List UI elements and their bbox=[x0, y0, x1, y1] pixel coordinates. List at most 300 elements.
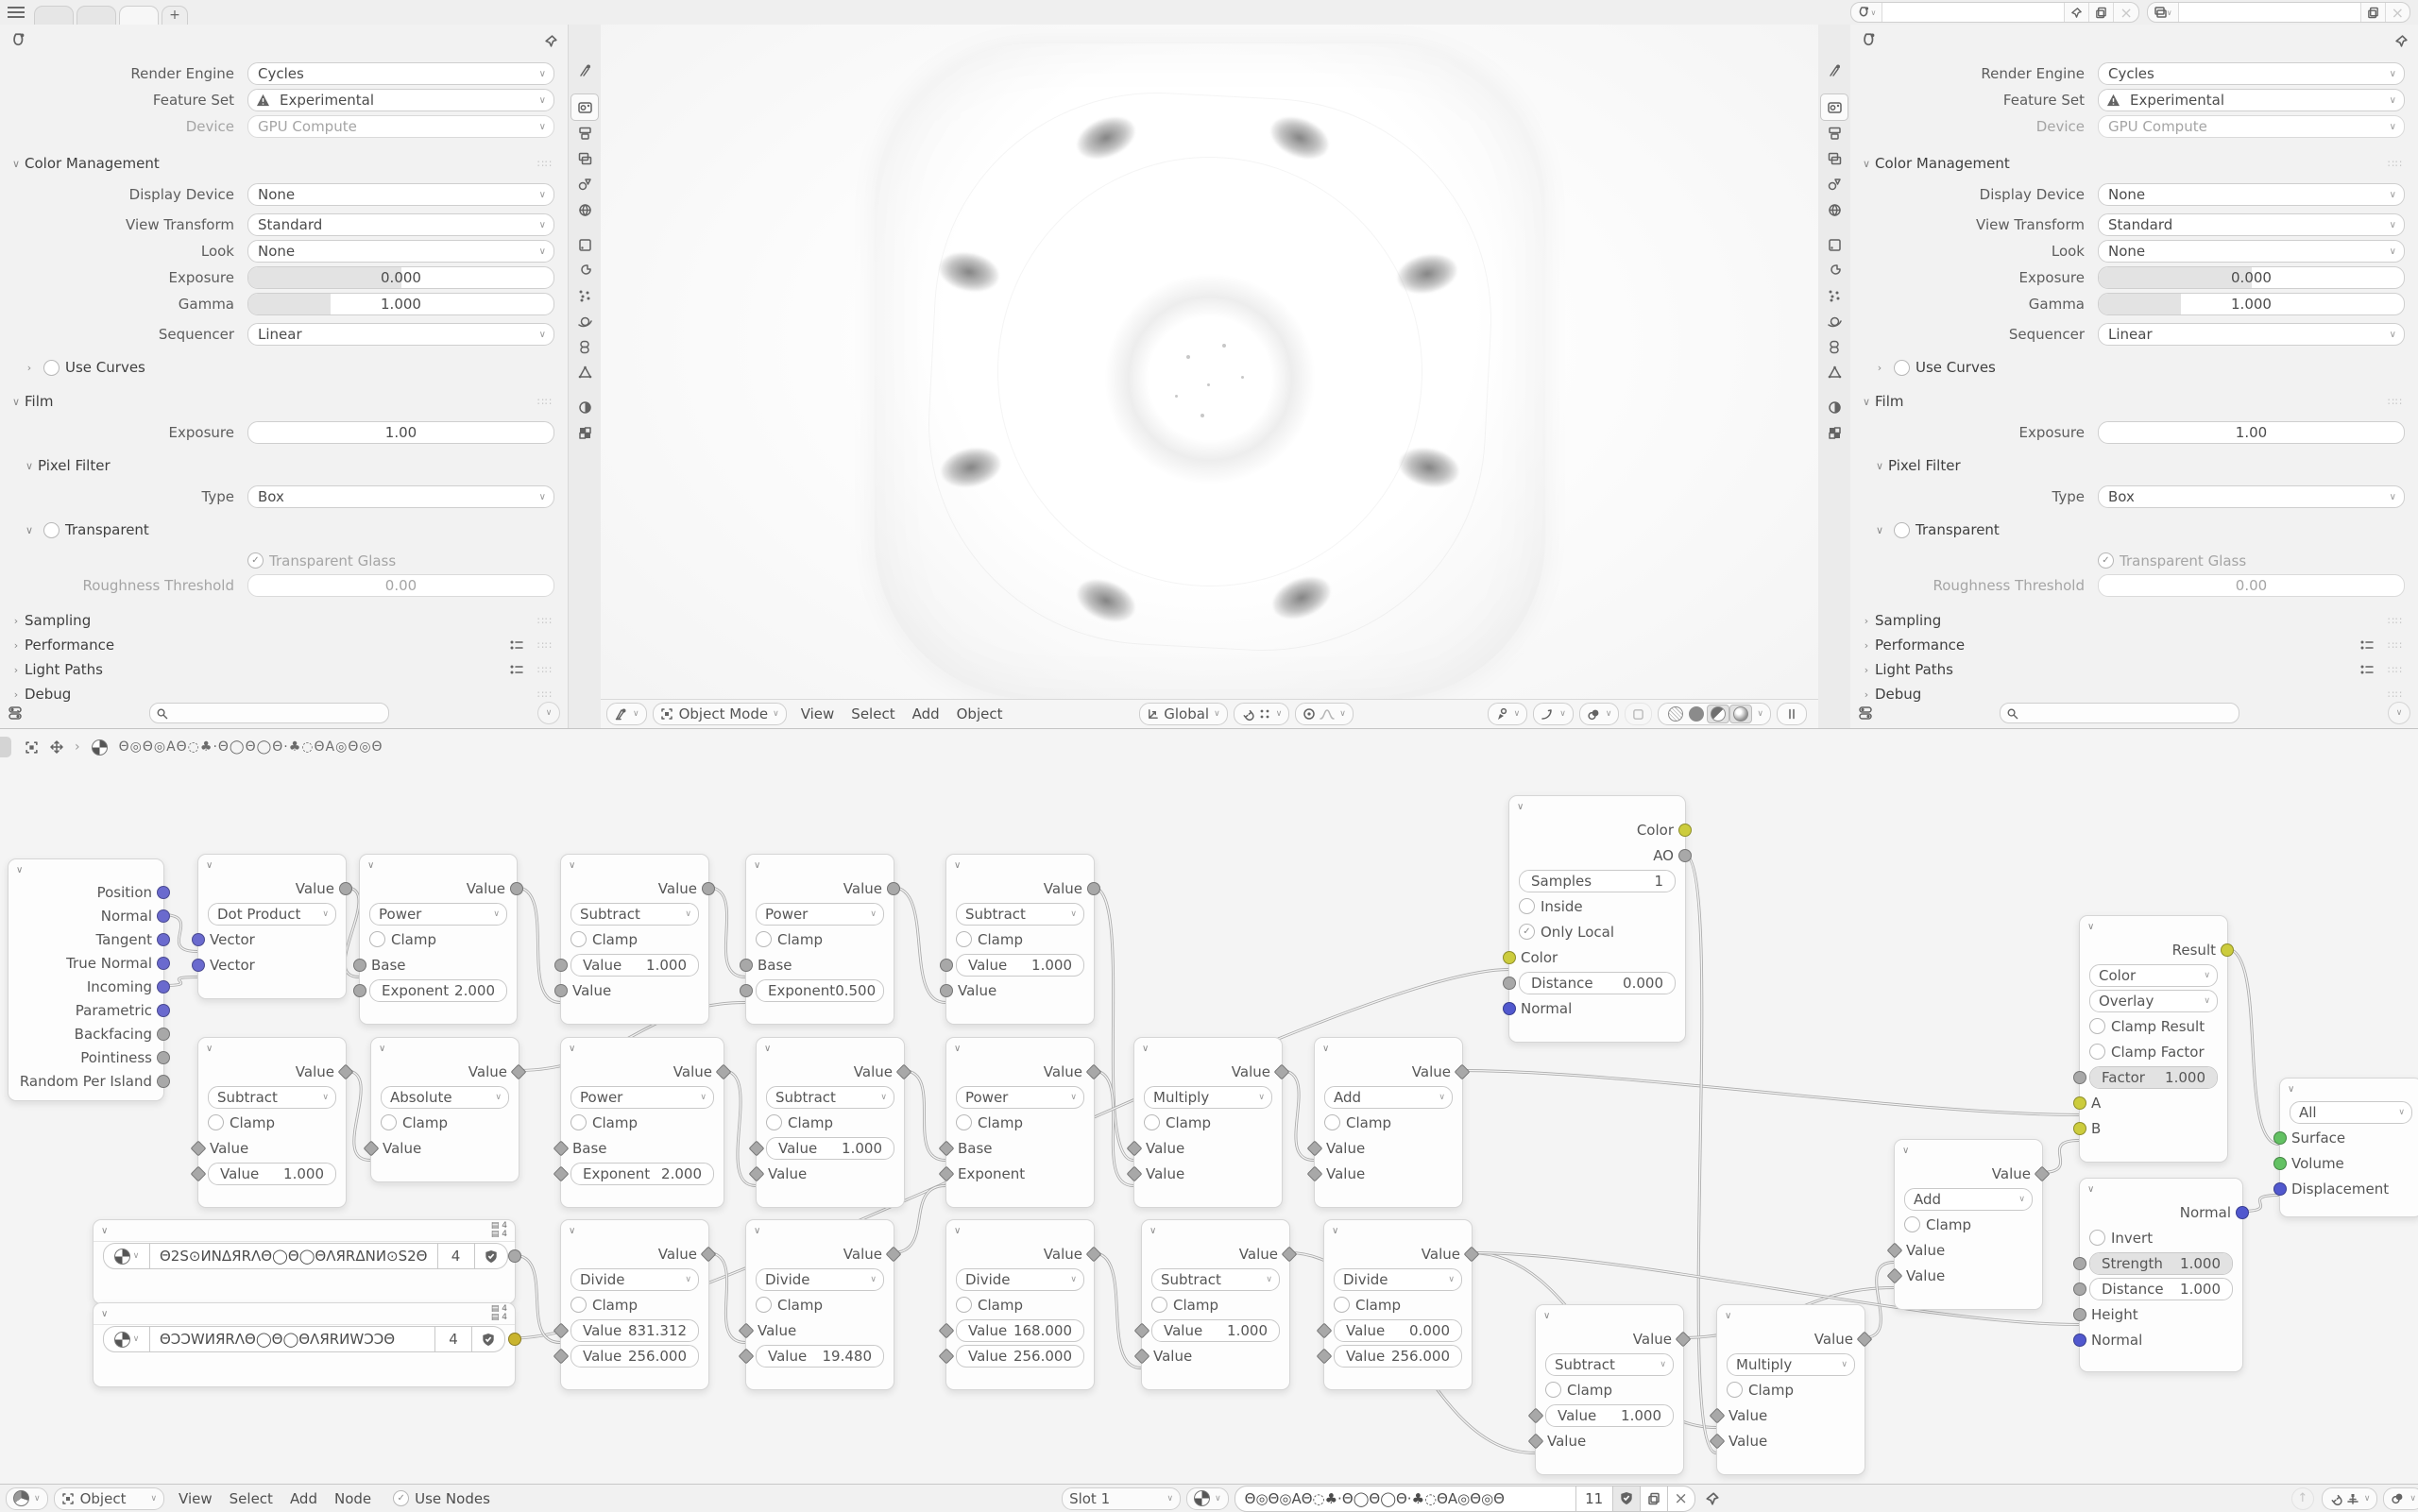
fake-user-shield-icon[interactable] bbox=[472, 1326, 505, 1352]
input-socket[interactable] bbox=[554, 959, 568, 972]
menu-add[interactable]: Add bbox=[289, 1489, 317, 1507]
drag-dots-icon[interactable]: ∷∷ bbox=[2388, 638, 2403, 652]
checkbox[interactable] bbox=[43, 360, 60, 376]
drag-dots-icon[interactable]: ∷∷ bbox=[537, 614, 553, 627]
checkbox-clamp[interactable]: Clamp bbox=[1134, 1114, 1211, 1131]
checkbox-clamp[interactable]: Clamp bbox=[757, 1114, 833, 1131]
select-sequencer[interactable]: Linear ∨ bbox=[2098, 323, 2405, 346]
checkbox-clamp[interactable]: Clamp bbox=[561, 1114, 638, 1131]
field-factor[interactable]: Factor 1.000 bbox=[2089, 1066, 2218, 1089]
browse-icon[interactable]: ∨ bbox=[103, 1243, 150, 1269]
output-socket[interactable] bbox=[157, 980, 170, 994]
checkbox-inside[interactable]: Inside bbox=[1509, 898, 1583, 915]
chevron-icon[interactable]: › bbox=[1864, 614, 1869, 627]
collapse-icon[interactable]: ∨ bbox=[754, 1225, 761, 1236]
field-value[interactable]: Value 256.000 bbox=[956, 1345, 1084, 1368]
input-socket[interactable] bbox=[2073, 1122, 2086, 1135]
collapse-icon[interactable]: ∨ bbox=[101, 1225, 109, 1236]
input-socket[interactable] bbox=[2273, 1157, 2287, 1170]
copy-icon[interactable] bbox=[2361, 3, 2386, 22]
section-performance[interactable]: › Performance ∷∷ bbox=[8, 633, 560, 657]
collapse-icon[interactable]: ∨ bbox=[764, 1043, 772, 1054]
drag-dots-icon[interactable]: ∷∷ bbox=[537, 688, 553, 701]
use-curves-row[interactable]: › Use Curves bbox=[1877, 359, 1996, 376]
input-socket[interactable] bbox=[740, 959, 753, 972]
menu-select[interactable]: Select bbox=[851, 705, 895, 722]
field-value[interactable]: Value 256.000 bbox=[570, 1345, 699, 1368]
dropdown-subtract[interactable]: Subtract ∨ bbox=[1151, 1268, 1280, 1291]
field-value[interactable]: Value 168.000 bbox=[956, 1319, 1084, 1342]
field-value[interactable]: Value 1.000 bbox=[1545, 1404, 1674, 1427]
select-type[interactable]: Box ∨ bbox=[247, 485, 554, 508]
collapse-icon[interactable]: ∨ bbox=[954, 1225, 962, 1236]
chevron-icon[interactable]: › bbox=[1864, 688, 1869, 701]
properties-tab-data[interactable] bbox=[1821, 360, 1848, 385]
dropdown-overlay[interactable]: Overlay ∨ bbox=[2089, 990, 2218, 1012]
users-count[interactable]: 4 bbox=[438, 1243, 475, 1269]
collapse-icon[interactable]: ∨ bbox=[1517, 801, 1524, 812]
node-absolute[interactable]: ∨ Value Absolute ∨ Clamp Value bbox=[370, 1037, 519, 1182]
checkbox[interactable] bbox=[1894, 522, 1910, 538]
properties-tab-constraints[interactable] bbox=[571, 334, 598, 360]
view-layer-selector[interactable] bbox=[2147, 2, 2410, 23]
arrow-up-icon[interactable]: ↑ bbox=[2291, 1487, 2314, 1510]
chevron-icon[interactable]: › bbox=[13, 663, 19, 676]
properties-tab-output[interactable] bbox=[1821, 121, 1848, 146]
checkbox-clamp[interactable]: Clamp bbox=[946, 931, 1023, 948]
output-socket[interactable] bbox=[1678, 849, 1692, 862]
node-subtract1[interactable]: ∨ Value Subtract ∨ Clamp Value 1.000 Value bbox=[560, 854, 709, 1025]
properties-tab-object[interactable] bbox=[571, 232, 598, 258]
chevron-icon[interactable]: ∨ bbox=[1862, 395, 1871, 408]
field-distance[interactable]: Distance 0.000 bbox=[1519, 972, 1676, 994]
dropdown-power[interactable]: Power ∨ bbox=[756, 903, 884, 926]
dropdown-dot-product[interactable]: Dot Product ∨ bbox=[208, 903, 336, 926]
dropdown-add[interactable]: Add ∨ bbox=[1324, 1086, 1453, 1109]
properties-editor-icon[interactable] bbox=[9, 32, 26, 49]
material-name-field[interactable]: Θ◎Θ◎AΘ◌♣·Θ◯Θ◯Θ·♣◌ΘA◎Θ◎Θ bbox=[1235, 1486, 1576, 1512]
collapse-icon[interactable]: ∨ bbox=[569, 1225, 576, 1236]
transform-orientation-dropdown[interactable]: Global ∨ bbox=[1139, 703, 1227, 725]
collapse-icon[interactable]: ∨ bbox=[754, 859, 761, 871]
node-subtract3[interactable]: ∨ Value Subtract ∨ Clamp Value Value 1.000 bbox=[197, 1037, 347, 1208]
select-view-transform[interactable]: Standard ∨ bbox=[247, 213, 554, 236]
shader-node-editor[interactable] bbox=[0, 728, 2418, 1485]
section-color-management[interactable]: ∨ Color Management ∷∷ bbox=[1858, 151, 2410, 176]
checkbox-clamp[interactable]: Clamp bbox=[746, 931, 823, 948]
browse-icon[interactable]: ∨ bbox=[103, 1326, 150, 1352]
dropdown-divide[interactable]: Divide ∨ bbox=[570, 1268, 699, 1291]
node-subtract6[interactable]: ∨ Value Subtract ∨ Clamp Value 1.000 Value bbox=[1535, 1304, 1684, 1475]
dropdown-multiply[interactable]: Multiply ∨ bbox=[1727, 1353, 1855, 1376]
pin-icon[interactable] bbox=[2065, 3, 2089, 22]
properties-tab-world[interactable] bbox=[571, 197, 598, 223]
input-socket[interactable] bbox=[2073, 1308, 2086, 1321]
properties-tab-texture[interactable] bbox=[1821, 420, 1848, 446]
field-exponent[interactable]: Exponent 2.000 bbox=[570, 1163, 714, 1185]
menu-view[interactable]: View bbox=[800, 705, 835, 722]
collapse-icon[interactable]: ∨ bbox=[2288, 1083, 2295, 1095]
node-ao[interactable]: ∨ Color AO Samples 1 Inside ✓ Only Local Color Distance 0.000 Normal bbox=[1508, 795, 1686, 1043]
select-display-device[interactable]: None ∨ bbox=[2098, 183, 2405, 206]
collapse-icon[interactable]: ∨ bbox=[16, 864, 24, 875]
search-input[interactable] bbox=[2000, 703, 2239, 723]
collapse-icon[interactable]: ∨ bbox=[1322, 1043, 1330, 1054]
properties-tab-object[interactable] bbox=[1821, 232, 1848, 258]
properties-tab-physics[interactable] bbox=[571, 309, 598, 334]
use-curves-row[interactable]: › Use Curves bbox=[26, 359, 145, 376]
collapse-icon[interactable]: ∨ bbox=[2087, 921, 2095, 932]
fake-user-shield-icon[interactable] bbox=[1613, 1486, 1641, 1512]
node-power2[interactable]: ∨ Value Power ∨ Clamp Base Exponent 0.500 bbox=[745, 854, 894, 1025]
chevron-icon[interactable]: ∨ bbox=[1875, 459, 1884, 472]
menu-add[interactable]: Add bbox=[911, 705, 940, 722]
select-look[interactable]: None ∨ bbox=[247, 240, 554, 263]
checkbox-clamp[interactable]: Clamp bbox=[1142, 1297, 1218, 1314]
properties-editor-icon[interactable] bbox=[1860, 32, 1877, 49]
input-socket[interactable] bbox=[940, 984, 953, 997]
node-divide2[interactable]: ∨ Value Divide ∨ Clamp Value Value 19.480 bbox=[745, 1219, 894, 1390]
3d-viewport[interactable] bbox=[601, 25, 1818, 728]
dropdown-add[interactable]: Add ∨ bbox=[1904, 1188, 2033, 1211]
properties-tab-material[interactable] bbox=[571, 395, 598, 420]
slider-exposure[interactable]: 1.00 bbox=[2098, 421, 2405, 444]
material-users-count[interactable]: 11 bbox=[1576, 1486, 1613, 1512]
select-feature-set[interactable]: Experimental ∨ bbox=[2098, 89, 2405, 111]
checkbox-clamp[interactable]: Clamp bbox=[360, 931, 436, 948]
drag-dots-icon[interactable]: ∷∷ bbox=[537, 638, 553, 652]
checkbox-invert[interactable]: Invert bbox=[2080, 1230, 2153, 1247]
snapping-toggle[interactable]: ∨ bbox=[1234, 703, 1290, 725]
section-performance[interactable]: › Performance ∷∷ bbox=[1858, 633, 2410, 657]
output-socket[interactable] bbox=[1678, 824, 1692, 837]
section-debug[interactable]: › Debug ∷∷ bbox=[8, 682, 560, 706]
section-sampling[interactable]: › Sampling ∷∷ bbox=[8, 608, 560, 633]
output-socket[interactable] bbox=[508, 1249, 521, 1263]
drag-dots-icon[interactable]: ∷∷ bbox=[2388, 395, 2403, 408]
node-add2[interactable]: ∨ Value Add ∨ Clamp Value Value bbox=[1894, 1139, 2043, 1310]
section-light-paths[interactable]: › Light Paths ∷∷ bbox=[8, 657, 560, 682]
dropdown-divide[interactable]: Divide ∨ bbox=[756, 1268, 884, 1291]
dropdown-divide[interactable]: Divide ∨ bbox=[956, 1268, 1084, 1291]
collapse-icon[interactable]: ∨ bbox=[206, 1043, 213, 1054]
section-sampling[interactable]: › Sampling ∷∷ bbox=[1858, 608, 2410, 633]
output-socket[interactable] bbox=[157, 1075, 170, 1088]
section-pixel-filter[interactable]: ∨ Pixel Filter bbox=[8, 453, 560, 478]
preset-list-icon[interactable] bbox=[2359, 638, 2375, 652]
output-socket[interactable] bbox=[157, 1028, 170, 1041]
copy-icon[interactable] bbox=[1641, 1486, 1668, 1512]
chevron-down-icon[interactable]: ∨ bbox=[537, 702, 560, 724]
workspace-tab[interactable] bbox=[77, 6, 116, 25]
use-nodes-checkbox[interactable]: ✓ Use Nodes bbox=[387, 1490, 490, 1507]
checkbox-clamp[interactable]: Clamp bbox=[1315, 1114, 1391, 1131]
shading-material-icon[interactable] bbox=[1711, 706, 1726, 722]
node-power1[interactable]: ∨ Value Power ∨ Clamp Base Exponent 2.000 bbox=[359, 854, 518, 1025]
section-film[interactable]: ∨ Film ∷∷ bbox=[1858, 389, 2410, 414]
input-socket[interactable] bbox=[940, 959, 953, 972]
field-strength[interactable]: Strength 1.000 bbox=[2089, 1252, 2233, 1275]
pin-icon[interactable] bbox=[544, 34, 558, 48]
output-socket[interactable] bbox=[157, 909, 170, 923]
checkbox-clamp[interactable]: Clamp bbox=[561, 931, 638, 948]
field-value[interactable]: Value 1.000 bbox=[1151, 1319, 1280, 1342]
node-subtract5[interactable]: ∨ Value Subtract ∨ Clamp Value 1.000 Value bbox=[1141, 1219, 1290, 1390]
checkbox-clamp[interactable]: Clamp bbox=[746, 1297, 823, 1314]
drag-dots-icon[interactable]: ∷∷ bbox=[537, 395, 553, 408]
properties-tab-modifier[interactable] bbox=[571, 258, 598, 283]
shading-solid-icon[interactable] bbox=[1689, 706, 1704, 722]
unlink-close-icon[interactable]: × bbox=[1668, 1486, 1695, 1512]
checkbox[interactable] bbox=[1894, 360, 1910, 376]
properties-tab-viewlayer[interactable] bbox=[1821, 146, 1848, 172]
slot-dropdown[interactable]: Slot 1 ∨ bbox=[1062, 1487, 1181, 1510]
scene-selector[interactable] bbox=[1850, 2, 2138, 23]
section-debug[interactable]: › Debug ∷∷ bbox=[1858, 682, 2410, 706]
slider-roughness-threshold[interactable]: 0.00 bbox=[247, 574, 554, 597]
select-render-engine[interactable]: Cycles ∨ bbox=[247, 62, 554, 85]
node-power3[interactable]: ∨ Value Power ∨ Clamp Base Exponent 2.000 bbox=[560, 1037, 724, 1208]
view-layer-icon[interactable]: ∨ bbox=[2148, 3, 2179, 22]
dropdown-subtract[interactable]: Subtract ∨ bbox=[766, 1086, 894, 1109]
drag-dots-icon[interactable]: ∷∷ bbox=[2388, 614, 2403, 627]
select-sequencer[interactable]: Linear ∨ bbox=[247, 323, 554, 346]
shading-mode-group[interactable]: ∨ bbox=[1658, 703, 1771, 725]
node-scriptA[interactable] bbox=[93, 1219, 516, 1304]
input-socket[interactable] bbox=[353, 959, 366, 972]
xray-toggle[interactable]: ∨ bbox=[1579, 703, 1620, 725]
node-mix[interactable]: ∨ Result Color ∨ Overlay ∨ Clamp Result Clamp Factor Factor 1.000 A B bbox=[2079, 915, 2228, 1163]
section-film[interactable]: ∨ Film ∷∷ bbox=[8, 389, 560, 414]
node-bump[interactable]: ∨ Normal Invert Strength 1.000 Distance 1.000 Height Normal bbox=[2079, 1178, 2243, 1372]
preset-list-icon[interactable] bbox=[509, 663, 524, 676]
copy-icon[interactable] bbox=[2089, 3, 2114, 22]
output-socket[interactable] bbox=[157, 933, 170, 946]
input-socket[interactable] bbox=[1503, 1002, 1516, 1015]
chevron-icon[interactable]: › bbox=[13, 688, 19, 701]
collapse-icon[interactable]: ∨ bbox=[2087, 1183, 2095, 1195]
checkbox-clamp[interactable]: Clamp bbox=[946, 1114, 1023, 1131]
add-workspace-button[interactable]: + bbox=[162, 6, 188, 25]
slider-roughness-threshold[interactable]: 0.00 bbox=[2098, 574, 2405, 597]
collapse-icon[interactable]: ∨ bbox=[1142, 1043, 1149, 1054]
checkbox-clamp[interactable]: Clamp bbox=[1536, 1382, 1612, 1399]
field-value[interactable]: Value 1.000 bbox=[208, 1163, 336, 1185]
output-socket[interactable] bbox=[157, 1051, 170, 1064]
checkbox-transparent-glass[interactable]: ✓ Transparent Glass bbox=[2098, 552, 2246, 569]
xray-icon[interactable] bbox=[1625, 703, 1652, 725]
chevron-icon[interactable]: ∨ bbox=[1875, 523, 1884, 536]
slider-exposure[interactable]: 0.000 bbox=[2098, 266, 2405, 289]
section-color-management[interactable]: ∨ Color Management ∷∷ bbox=[8, 151, 560, 176]
fake-user-shield-icon[interactable] bbox=[475, 1243, 508, 1269]
preset-list-icon[interactable] bbox=[509, 638, 524, 652]
datablock-name-field[interactable]: ΘƆƆWИЯRΛΘ◯Θ◯ΘΛЯRИWƆƆΘ bbox=[150, 1326, 435, 1352]
output-socket[interactable] bbox=[510, 882, 523, 895]
overlays-dropdown[interactable]: ∨ bbox=[1533, 703, 1574, 725]
chevron-icon[interactable]: › bbox=[13, 638, 19, 652]
section-light-paths[interactable]: › Light Paths ∷∷ bbox=[1858, 657, 2410, 682]
field-value[interactable]: Value 0.000 bbox=[1334, 1319, 1462, 1342]
node-multiply1[interactable]: ∨ Value Multiply ∨ Clamp Value Value bbox=[1133, 1037, 1283, 1208]
dropdown-subtract[interactable]: Subtract ∨ bbox=[208, 1086, 336, 1109]
menu-node[interactable]: Node bbox=[333, 1489, 372, 1507]
select-device[interactable]: GPU Compute ∨ bbox=[2098, 115, 2405, 138]
dropdown-power[interactable]: Power ∨ bbox=[570, 1086, 714, 1109]
drag-dots-icon[interactable]: ∷∷ bbox=[537, 663, 553, 676]
properties-tab-scene[interactable] bbox=[1821, 172, 1848, 197]
menu-view[interactable]: View bbox=[179, 1489, 213, 1507]
input-socket[interactable] bbox=[2073, 1334, 2086, 1347]
slider-exposure[interactable]: 0.000 bbox=[247, 266, 554, 289]
chevron-icon[interactable]: ∨ bbox=[25, 523, 34, 536]
select-display-device[interactable]: None ∨ bbox=[247, 183, 554, 206]
node-geometry[interactable]: ∨ Position Normal Tangent True Normal Incoming Parametric Backfacing Pointiness Random Per Island bbox=[8, 858, 164, 1101]
field-value[interactable]: Value 1.000 bbox=[766, 1137, 894, 1160]
collapse-icon[interactable]: ∨ bbox=[206, 859, 213, 871]
properties-tab-render[interactable] bbox=[570, 93, 599, 121]
chevron-icon[interactable]: ∨ bbox=[1862, 157, 1871, 170]
input-socket[interactable] bbox=[192, 959, 205, 972]
browse-material-dropdown[interactable]: ∨ bbox=[1186, 1487, 1229, 1510]
collapse-icon[interactable]: ∨ bbox=[1543, 1310, 1551, 1321]
field-exponent[interactable]: Exponent 2.000 bbox=[369, 979, 507, 1002]
dropdown-subtract[interactable]: Subtract ∨ bbox=[956, 903, 1084, 926]
dropdown-multiply[interactable]: Multiply ∨ bbox=[1144, 1086, 1272, 1109]
input-socket[interactable] bbox=[353, 984, 366, 997]
mode-dropdown[interactable]: Object Mode ∨ bbox=[653, 703, 787, 725]
checkbox-clamp-factor[interactable]: Clamp Factor bbox=[2080, 1044, 2205, 1061]
shading-rendered-icon[interactable] bbox=[1733, 706, 1748, 722]
node-multiply2[interactable]: ∨ Value Multiply ∨ Clamp Value Value bbox=[1716, 1304, 1865, 1475]
output-socket[interactable] bbox=[157, 1004, 170, 1017]
select-render-engine[interactable]: Cycles ∨ bbox=[2098, 62, 2405, 85]
search-input[interactable] bbox=[149, 703, 389, 723]
input-socket[interactable] bbox=[2073, 1071, 2086, 1084]
slider-gamma[interactable]: 1.000 bbox=[247, 293, 554, 315]
output-socket[interactable] bbox=[508, 1333, 521, 1346]
field-value[interactable]: Value 256.000 bbox=[1334, 1345, 1462, 1368]
filter-toggle-icon[interactable] bbox=[8, 705, 26, 722]
output-socket[interactable] bbox=[2221, 943, 2234, 957]
region-handle[interactable] bbox=[0, 737, 11, 757]
node-output[interactable]: ∨ All ∨ Surface Volume Displacement bbox=[2279, 1078, 2418, 1217]
properties-tab-particles[interactable] bbox=[1821, 283, 1848, 309]
shading-wireframe-icon[interactable] bbox=[1668, 706, 1683, 722]
properties-tab-tool[interactable] bbox=[571, 59, 598, 84]
node-power4[interactable]: ∨ Value Power ∨ Clamp Base Exponent bbox=[945, 1037, 1095, 1208]
overlays-dropdown[interactable]: ∨ bbox=[2383, 1487, 2418, 1510]
collapse-icon[interactable]: ∨ bbox=[1149, 1225, 1157, 1236]
output-socket[interactable] bbox=[1087, 882, 1100, 895]
collapse-icon[interactable]: ∨ bbox=[367, 859, 375, 871]
checkbox-clamp[interactable]: Clamp bbox=[1895, 1216, 1971, 1233]
pin-icon[interactable] bbox=[1705, 1491, 1720, 1506]
properties-tab-world[interactable] bbox=[1821, 197, 1848, 223]
input-socket[interactable] bbox=[192, 933, 205, 946]
input-socket[interactable] bbox=[2073, 1283, 2086, 1296]
drag-dots-icon[interactable]: ∷∷ bbox=[2388, 663, 2403, 676]
section-transparent[interactable]: ∨ Transparent bbox=[1858, 518, 2410, 542]
proportional-editing-toggle[interactable]: ∨ bbox=[1295, 703, 1354, 725]
field-value[interactable]: Value 1.000 bbox=[956, 954, 1084, 977]
dropdown-power[interactable]: Power ∨ bbox=[369, 903, 507, 926]
properties-tab-tool[interactable] bbox=[1821, 59, 1848, 84]
checkbox-clamp-result[interactable]: Clamp Result bbox=[2080, 1018, 2205, 1035]
collapse-icon[interactable]: ∨ bbox=[569, 859, 576, 871]
select-feature-set[interactable]: Experimental ∨ bbox=[247, 89, 554, 111]
output-socket[interactable] bbox=[702, 882, 715, 895]
dropdown-power[interactable]: Power ∨ bbox=[956, 1086, 1084, 1109]
field-value[interactable]: Value 831.312 bbox=[570, 1319, 699, 1342]
checkbox-clamp[interactable]: Clamp bbox=[1324, 1297, 1401, 1314]
properties-tab-viewlayer[interactable] bbox=[571, 146, 598, 172]
field-distance[interactable]: Distance 1.000 bbox=[2089, 1278, 2233, 1300]
properties-tab-output[interactable] bbox=[571, 121, 598, 146]
drag-dots-icon[interactable]: ∷∷ bbox=[2388, 157, 2403, 170]
field-samples[interactable]: Samples 1 bbox=[1519, 870, 1676, 892]
node-subtract2[interactable]: ∨ Value Subtract ∨ Clamp Value 1.000 Value bbox=[945, 854, 1095, 1025]
filter-toggle-icon[interactable] bbox=[1858, 705, 1877, 722]
collapse-icon[interactable]: ∨ bbox=[1902, 1145, 1910, 1156]
input-socket[interactable] bbox=[1503, 977, 1516, 990]
output-socket[interactable] bbox=[157, 886, 170, 899]
chevron-icon[interactable]: ∨ bbox=[11, 157, 21, 170]
select-type[interactable]: Box ∨ bbox=[2098, 485, 2405, 508]
chevron-down-icon[interactable]: ∨ bbox=[2388, 702, 2410, 724]
input-socket[interactable] bbox=[2273, 1131, 2287, 1145]
node-scriptB[interactable] bbox=[93, 1302, 516, 1387]
checkbox-clamp[interactable]: Clamp bbox=[371, 1114, 448, 1131]
properties-tab-modifier[interactable] bbox=[1821, 258, 1848, 283]
properties-tab-texture[interactable] bbox=[571, 420, 598, 446]
properties-tab-particles[interactable] bbox=[571, 283, 598, 309]
collapse-icon[interactable]: ∨ bbox=[1725, 1310, 1732, 1321]
node-divide4[interactable]: ∨ Value Divide ∨ Clamp Value 0.000 Value 256.000 bbox=[1323, 1219, 1473, 1390]
output-socket[interactable] bbox=[339, 882, 352, 895]
input-socket[interactable] bbox=[2273, 1182, 2287, 1196]
chevron-icon[interactable]: › bbox=[1864, 638, 1869, 652]
select-look[interactable]: None ∨ bbox=[2098, 240, 2405, 263]
output-socket[interactable] bbox=[157, 957, 170, 970]
output-socket[interactable] bbox=[2236, 1206, 2249, 1219]
select-view-transform[interactable]: Standard ∨ bbox=[2098, 213, 2405, 236]
collapse-icon[interactable]: ∨ bbox=[1332, 1225, 1339, 1236]
menu-select[interactable]: Select bbox=[229, 1489, 273, 1507]
properties-tab-physics[interactable] bbox=[1821, 309, 1848, 334]
collapse-icon[interactable]: ∨ bbox=[954, 859, 962, 871]
view-layer-name-field[interactable] bbox=[2179, 3, 2361, 22]
editor-type-dropdown[interactable]: ∨ bbox=[6, 1487, 48, 1510]
dropdown-all[interactable]: All ∨ bbox=[2290, 1101, 2412, 1124]
input-socket[interactable] bbox=[554, 984, 568, 997]
properties-tab-data[interactable] bbox=[571, 360, 598, 385]
properties-tab-render[interactable] bbox=[1820, 93, 1848, 121]
menu-object[interactable]: Object bbox=[956, 705, 1003, 722]
field-value[interactable]: Value 19.480 bbox=[756, 1345, 884, 1368]
input-socket[interactable] bbox=[2073, 1257, 2086, 1270]
scene-name-field[interactable] bbox=[1882, 3, 2065, 22]
menu-icon[interactable] bbox=[8, 7, 25, 18]
input-socket[interactable] bbox=[1503, 951, 1516, 964]
dropdown-subtract[interactable]: Subtract ∨ bbox=[1545, 1353, 1674, 1376]
drag-dots-icon[interactable]: ∷∷ bbox=[537, 157, 553, 170]
scene-icon[interactable]: ∨ bbox=[1851, 3, 1882, 22]
properties-tab-scene[interactable] bbox=[571, 172, 598, 197]
pause-button[interactable] bbox=[1777, 703, 1807, 725]
checkbox-clamp[interactable]: Clamp bbox=[946, 1297, 1023, 1314]
section-pixel-filter[interactable]: ∨ Pixel Filter bbox=[1858, 453, 2410, 478]
